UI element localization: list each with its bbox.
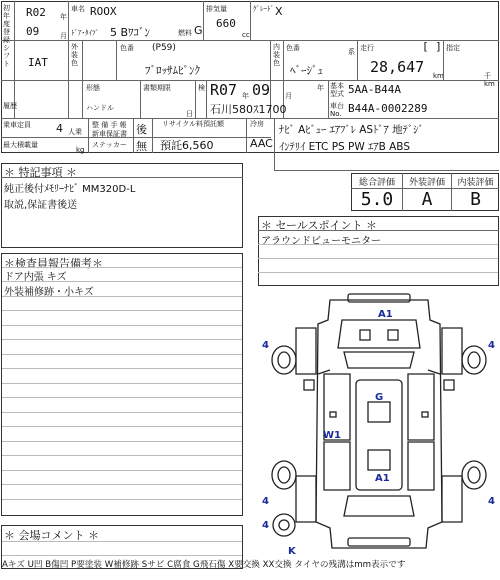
col-divider xyxy=(82,40,83,118)
shodo-label: 初年度登録 xyxy=(3,4,10,44)
col-divider xyxy=(140,80,141,118)
carname-label: 車名 xyxy=(71,5,85,13)
door-type-label: ﾄﾞｱ･ﾀｲﾌﾟ xyxy=(71,29,99,37)
int-color-label2: 色番 xyxy=(286,44,300,52)
overall-rating-label: 総合評価 xyxy=(358,178,395,188)
row-divider xyxy=(1,80,499,81)
maintenance-value: 後 xyxy=(136,123,147,136)
aircon-label: 冷房 xyxy=(250,120,264,128)
recycle-value: 預託6,560 xyxy=(160,139,214,152)
inspector-notes-line2: 外装補修跡・小キズ xyxy=(4,287,94,298)
col-divider xyxy=(328,80,329,118)
color-label: 色番 xyxy=(120,44,134,52)
steering-label: ハンドル xyxy=(86,104,114,112)
fuel: G xyxy=(194,24,203,37)
col-divider xyxy=(152,118,153,153)
mark-w1: W1 xyxy=(323,430,341,441)
grade: X xyxy=(275,5,283,18)
mark-k: K xyxy=(288,546,296,555)
note-label: 指定 xyxy=(446,44,460,52)
sales-point-title: ＊ セールスポイント ＊ xyxy=(261,219,378,232)
kihon-label: 基本 xyxy=(330,82,344,90)
col-divider xyxy=(206,80,207,118)
sales-point-line1: アラウンドビューモニター xyxy=(261,236,381,247)
displacement: 660 xyxy=(216,17,236,30)
thousand-km: 千km xyxy=(484,72,495,88)
special-notes-title: ＊ 特記事項 ＊ xyxy=(4,166,77,179)
exterior-rating: A xyxy=(421,189,433,210)
mark-tire-fl: 4 xyxy=(262,340,269,351)
inspection-month: 09 xyxy=(252,81,271,99)
manual-label: 書類期限 xyxy=(143,84,171,92)
options-line1: ﾅﾋﾞ Aﾋﾞｭｰ ｴｱﾌﾞﾚ ASﾄﾞｱ 地ﾃﾞｼﾞ xyxy=(279,124,424,136)
mark-tire-rr: 4 xyxy=(488,496,495,507)
maintenance-label: 整 備 手 帳 xyxy=(92,121,127,129)
car-name: ROOX xyxy=(90,5,117,18)
row-divider xyxy=(274,170,499,171)
col-divider xyxy=(195,80,196,118)
capacity-unit: 人乗 xyxy=(68,128,82,136)
legend: Aキズ U凹 B傷凹 P要塗装 W補修跡 Sサビ C腐食 G飛石傷 X要交換 XX交換 タイヤの残溝はmm表示です xyxy=(2,560,406,570)
col-divider xyxy=(246,118,247,153)
door-type: 5 Bﾜｺﾞﾝ xyxy=(110,26,151,39)
options-line2: ｲﾝﾃﾘｲ ETC PS PW ｴｱB ABS xyxy=(279,141,410,153)
col-divider xyxy=(14,1,15,118)
frame-label: 車台No. xyxy=(330,102,344,118)
mileage: 28,647 xyxy=(370,58,425,76)
displacement-unit: cc xyxy=(242,31,250,39)
mark-spare: 4 xyxy=(262,520,269,531)
col-divider xyxy=(250,1,251,40)
history-label: 履歴 xyxy=(3,102,17,110)
overall-rating: 5.0 xyxy=(360,189,394,210)
inspector-notes-line1: ドア内張 キズ xyxy=(4,272,67,283)
inspection-year-unit: 年 xyxy=(242,92,249,100)
sticker-value: 無 xyxy=(136,140,147,153)
max-load-unit: kg xyxy=(76,146,85,154)
capacity: 4 xyxy=(56,122,63,135)
venue-comment-title: ＊ 会場コメント ＊ xyxy=(4,529,99,542)
max-load-label: 最大積載量 xyxy=(3,141,38,149)
kei-label: 系 xyxy=(348,48,355,56)
fuel-label: 燃料 xyxy=(178,29,192,37)
inspection-year: R07 xyxy=(210,81,238,99)
warranty-label: 新車保証書 xyxy=(92,130,127,138)
col-divider xyxy=(274,118,275,170)
first-reg-month: 09 xyxy=(26,25,40,38)
mark-g: G xyxy=(375,392,384,403)
aircon: AAC xyxy=(250,137,273,150)
int-color: ﾍﾞｰｼﾞｭ xyxy=(290,64,323,77)
month-unit: 月 xyxy=(60,32,67,40)
mark-tire-fr: 4 xyxy=(488,340,495,351)
col-divider xyxy=(203,1,204,40)
grade-label: ｸﾞﾚｰﾄﾞ xyxy=(253,5,274,13)
ext-color-label: 外装色 xyxy=(71,43,78,67)
year-unit: 年 xyxy=(60,13,67,21)
displacement-label: 排気量 xyxy=(206,5,227,13)
plate: 石川580ｽ1700 xyxy=(210,103,287,116)
interior-rating: B xyxy=(470,189,481,210)
sticker-label: ステッカー xyxy=(92,141,127,149)
interior-rating-label: 内装評価 xyxy=(457,178,494,188)
model-code: 5AA-B44A xyxy=(348,83,401,96)
col-divider xyxy=(68,1,69,40)
col-divider xyxy=(357,40,358,80)
special-notes-line1: 純正後付ﾒﾓﾘｰﾅﾋﾞ MM320D-L xyxy=(4,184,136,195)
inspector-notes-title: ＊検査員報告備考＊ xyxy=(4,257,103,270)
inspection-label: 検 xyxy=(198,84,205,92)
day-unit: 日 xyxy=(186,110,193,118)
form-label: 形態 xyxy=(86,84,100,92)
col-divider xyxy=(88,118,89,153)
shift-label: シフト xyxy=(3,44,10,68)
shift: IAT xyxy=(28,56,48,69)
type-side-label: 年 xyxy=(317,84,324,92)
km-label: 走行 xyxy=(360,44,374,52)
col-divider xyxy=(133,118,134,153)
car-damage-diagram xyxy=(260,290,498,555)
bracket: [ ] xyxy=(422,40,442,53)
first-reg-year: R02 xyxy=(26,6,46,19)
mark-tire-rl: 4 xyxy=(262,496,269,507)
type-label: 型式 xyxy=(330,90,344,98)
int-color-label: 内装色 xyxy=(273,43,280,67)
mark-a1-top: A1 xyxy=(378,309,393,320)
col-divider xyxy=(443,40,444,80)
col-divider xyxy=(116,40,117,80)
special-notes-line2: 取説,保証書後送 xyxy=(4,200,78,211)
row-divider xyxy=(1,118,499,119)
color-code: (P59) xyxy=(152,43,176,53)
col-divider xyxy=(68,40,69,118)
inspection-month-unit: 月 xyxy=(285,92,292,100)
frame-number: B44A-0002289 xyxy=(348,102,428,115)
mileage-unit: km xyxy=(433,72,444,80)
mark-a1-bottom: A1 xyxy=(375,473,390,484)
color-name: ﾌﾞﾛｯｻﾑﾋﾟﾝｸ xyxy=(145,64,200,77)
exterior-rating-label: 外装評価 xyxy=(408,178,445,188)
capacity-label: 乗車定員 xyxy=(3,121,31,129)
recycle-label: リサイクル料預託額 xyxy=(162,120,225,128)
